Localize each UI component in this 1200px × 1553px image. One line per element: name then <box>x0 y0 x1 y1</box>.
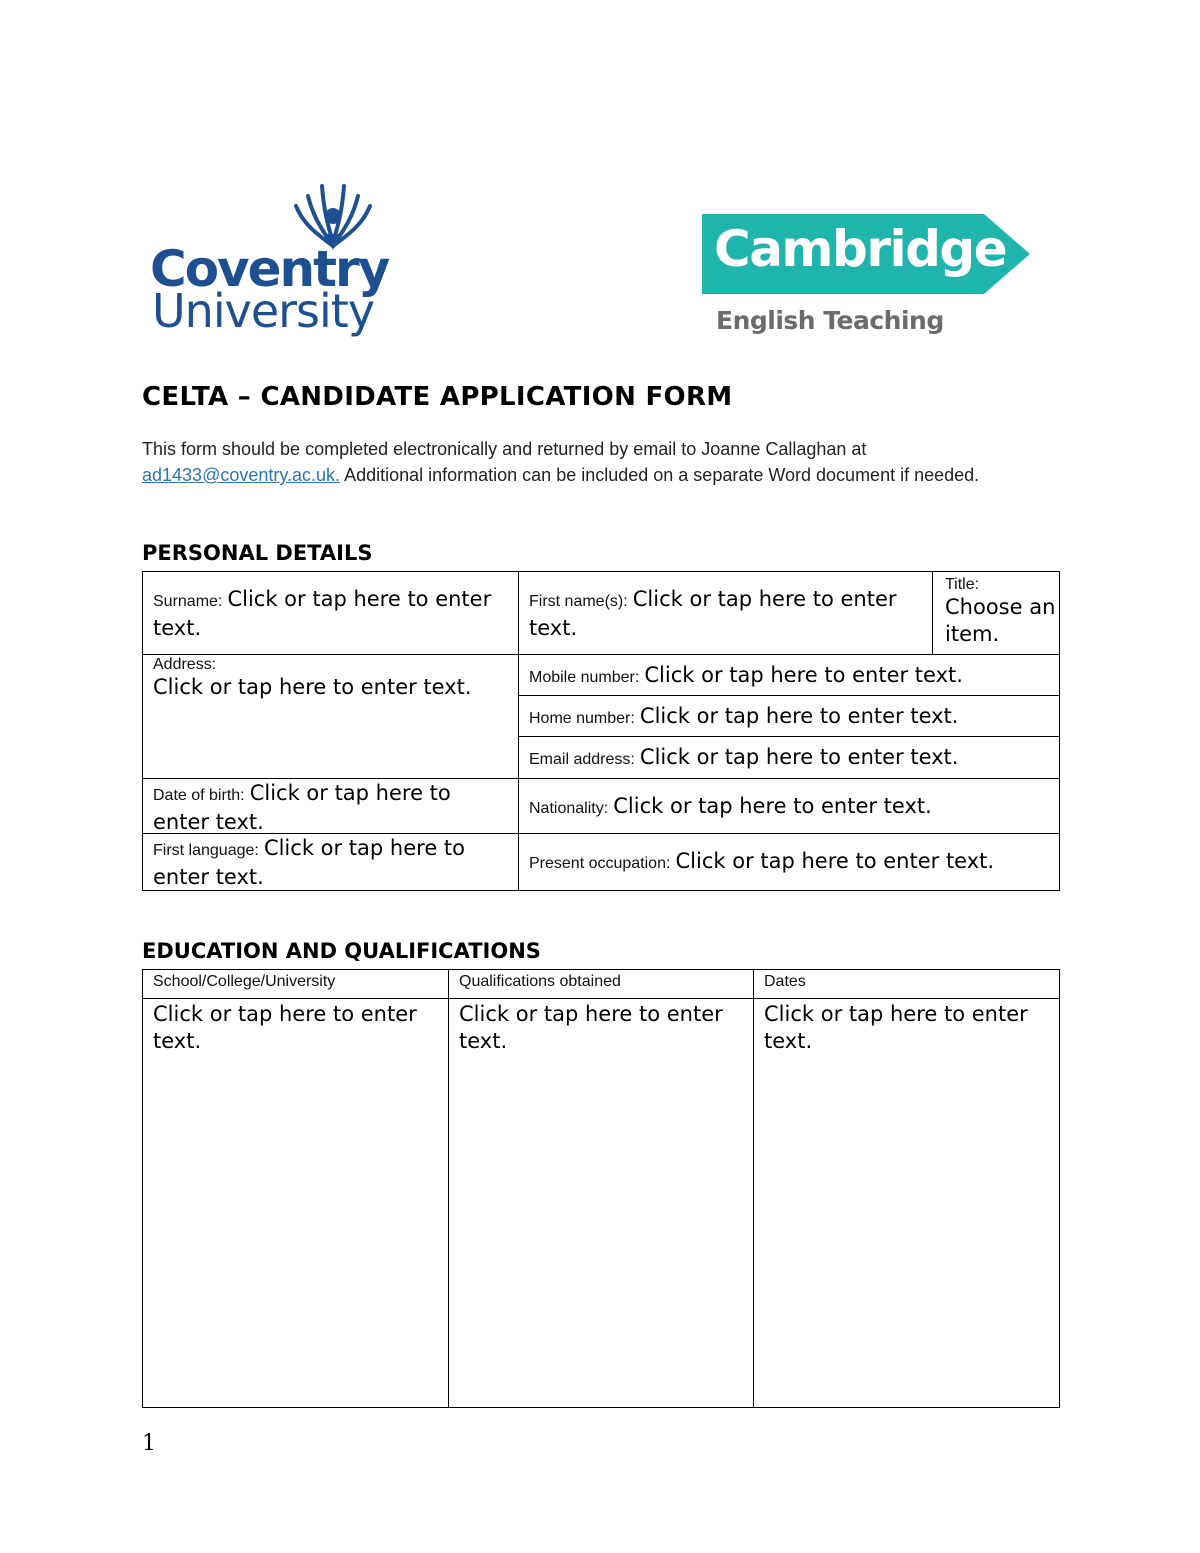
address-label: Address: <box>153 656 217 673</box>
first-names-input[interactable]: Click or tap here to enter text. <box>529 587 897 640</box>
first-language-label: First language: <box>153 842 259 859</box>
table-divider <box>932 572 933 655</box>
surname-cell <box>153 586 513 643</box>
nationality-input[interactable]: Click or tap here to enter text. <box>613 794 932 818</box>
table-divider <box>143 654 1059 655</box>
education-table <box>142 969 1060 1408</box>
cambridge-english-logo <box>702 214 1032 344</box>
mobile-cell <box>529 662 1057 691</box>
table-divider <box>518 572 519 890</box>
dob-label: Date of birth: <box>153 787 245 804</box>
page-number: 1 <box>142 1431 156 1456</box>
home-number-cell <box>529 703 1057 732</box>
coventry-wordmark: Coventry <box>150 240 389 298</box>
surname-label: Surname: <box>153 593 223 610</box>
occupation-label: Present occupation: <box>529 855 671 872</box>
occupation-input[interactable]: Click or tap here to enter text. <box>675 849 995 873</box>
school-input[interactable]: Click or tap here to enter text. <box>153 1002 417 1053</box>
address-input[interactable]: Click or tap here to enter text. <box>153 675 472 699</box>
email-input[interactable]: Click or tap here to enter text. <box>639 745 959 769</box>
mobile-label: Mobile number: <box>529 669 640 686</box>
first-names-cell <box>529 586 927 643</box>
dob-cell <box>153 780 513 837</box>
email-cell <box>529 744 1057 773</box>
english-teaching-subtitle: English Teaching <box>716 306 944 335</box>
table-divider <box>753 970 754 1407</box>
occupation-cell <box>529 848 1057 877</box>
mobile-input[interactable]: Click or tap here to enter text. <box>644 663 963 687</box>
home-number-label: Home number: <box>529 710 635 727</box>
intro-text-before: This form should be completed electronically and returned by email to Joanne Callaghan at <box>142 439 867 459</box>
personal-details-table <box>142 571 1060 891</box>
coventry-university-logo <box>148 176 389 338</box>
nationality-cell <box>529 793 1057 822</box>
cambridge-wordmark: Cambridge <box>714 220 1007 278</box>
address-cell <box>153 656 503 701</box>
dob-input[interactable]: Click or tap here to enter text. <box>153 781 451 834</box>
table-divider <box>519 736 1059 737</box>
intro-text-after: Additional information can be included on a separate Word document if needed. <box>340 465 980 485</box>
email-label: Email address: <box>529 751 635 768</box>
qualifications-input[interactable]: Click or tap here to enter text. <box>459 1002 723 1053</box>
table-divider <box>519 695 1059 696</box>
column-header-qualifications: Qualifications obtained <box>459 973 621 990</box>
education-heading: EDUCATION AND QUALIFICATIONS <box>142 939 541 963</box>
first-language-input[interactable]: Click or tap here to enter text. <box>153 836 465 889</box>
title-label: Title: <box>945 576 980 593</box>
dates-input[interactable]: Click or tap here to enter text. <box>764 1002 1028 1053</box>
university-wordmark: University <box>152 284 375 338</box>
title-dropdown[interactable]: Choose an item. <box>945 595 1056 646</box>
nationality-label: Nationality: <box>529 800 609 817</box>
surname-input[interactable]: Click or tap here to enter text. <box>153 587 492 640</box>
page-title: CELTA – CANDIDATE APPLICATION FORM <box>142 382 733 412</box>
title-cell <box>945 576 1057 648</box>
first-names-label: First name(s): <box>529 593 628 610</box>
intro-paragraph <box>142 436 1042 488</box>
home-number-input[interactable]: Click or tap here to enter text. <box>639 704 959 728</box>
table-divider <box>143 778 1059 779</box>
personal-details-heading: PERSONAL DETAILS <box>142 541 373 565</box>
email-link[interactable]: ad1433@coventry.ac.uk. <box>142 465 341 485</box>
first-language-cell <box>153 835 513 892</box>
column-header-dates: Dates <box>764 973 806 990</box>
table-divider <box>448 970 449 1407</box>
table-divider <box>143 998 1059 999</box>
column-header-school: School/College/University <box>153 973 336 990</box>
